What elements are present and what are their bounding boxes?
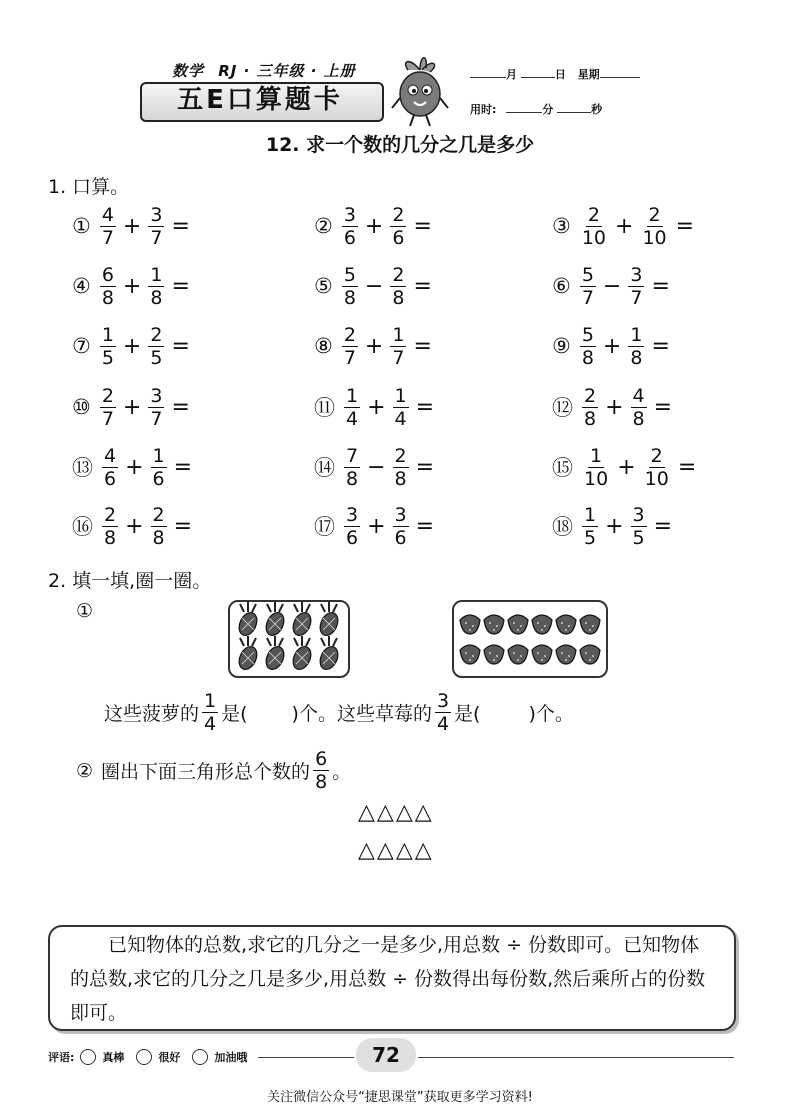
operator: + bbox=[122, 333, 142, 359]
pineapple-icon bbox=[290, 602, 315, 638]
equals-sign: = bbox=[653, 513, 673, 539]
operator: + bbox=[617, 454, 636, 480]
strawberry-icon bbox=[508, 615, 528, 634]
equals-sign: = bbox=[413, 333, 432, 359]
problem-item bbox=[314, 200, 436, 252]
problem-number: ⑧ bbox=[314, 334, 333, 358]
fraction: $\frac{3}{7}$ bbox=[150, 384, 163, 430]
strawberry-icon bbox=[580, 645, 600, 664]
fraction: $\frac{1}{8}$ bbox=[150, 263, 163, 309]
operator: + bbox=[602, 333, 622, 359]
fraction: $\frac{3}{6}$ bbox=[346, 503, 359, 549]
problem-number: ⑪ bbox=[314, 396, 335, 420]
fraction: $\frac{5}{8}$ bbox=[581, 323, 594, 369]
subject-label: 数学 bbox=[172, 62, 205, 80]
problem-item bbox=[72, 381, 194, 433]
footer-divider-right bbox=[418, 1057, 734, 1058]
section1-heading: 1. 口算。 bbox=[48, 176, 130, 198]
fraction: $\frac{2}{5}$ bbox=[150, 323, 163, 369]
evaluation: 评语: 真棒 很好 加油哦 bbox=[48, 1051, 248, 1064]
fraction: $\frac{2}{8}$ bbox=[152, 503, 165, 549]
fraction: $\frac{7}{8}$ bbox=[346, 444, 359, 490]
radish-mascot-icon bbox=[388, 52, 452, 128]
minute-blank[interactable] bbox=[506, 111, 542, 113]
pineapple-icon bbox=[317, 602, 342, 638]
fraction: $\frac{1}{4}$ bbox=[204, 690, 217, 735]
triangle-row-1[interactable]: △△△△ bbox=[358, 800, 434, 825]
equals-sign: = bbox=[413, 273, 432, 299]
problem-number: ① bbox=[72, 214, 91, 238]
problem-number: ④ bbox=[72, 274, 91, 298]
equals-sign: = bbox=[173, 454, 193, 480]
problem-number: ⑱ bbox=[552, 515, 573, 539]
fraction: $\frac{1}{4}$ bbox=[346, 384, 359, 430]
strawberry-group bbox=[454, 602, 606, 676]
pineapple-icon bbox=[317, 636, 342, 672]
time-fields: 用时: 分 秒 bbox=[470, 103, 603, 116]
fraction: $\frac{1}{5}$ bbox=[101, 323, 114, 369]
equals-sign: = bbox=[171, 213, 190, 239]
fraction: $\frac{4}{7}$ bbox=[101, 203, 114, 249]
book-label: RJ · 三年级 · 上册 bbox=[218, 62, 356, 80]
equals-sign: = bbox=[651, 333, 670, 359]
equals-sign: = bbox=[415, 513, 435, 539]
operator: + bbox=[122, 394, 142, 420]
tip-text: 已知物体的总数,求它的几分之一是多少,用总数 ÷ 份数即可。已知物体的总数,求它的几分之几是多少,用总数 ÷ 份数得出每份数,然后乘所占的份数即可。 bbox=[70, 934, 706, 1024]
strawberry-icon bbox=[556, 645, 576, 664]
problem-number: ⑩ bbox=[72, 395, 91, 419]
weekday-blank[interactable] bbox=[600, 76, 640, 78]
operator: + bbox=[122, 213, 142, 239]
problem-item bbox=[552, 320, 674, 372]
fraction: $\frac{2}{7}$ bbox=[101, 384, 114, 430]
fraction: $\frac{2}{10}$ bbox=[581, 203, 607, 249]
operator: − bbox=[364, 273, 384, 299]
problem-item bbox=[552, 500, 676, 552]
fraction: $\frac{3}{7}$ bbox=[150, 203, 163, 249]
equals-sign: = bbox=[651, 273, 670, 299]
equals-sign: = bbox=[653, 394, 673, 420]
problem-number: ⑰ bbox=[314, 515, 335, 539]
equals-sign: = bbox=[173, 513, 193, 539]
operator: − bbox=[602, 273, 622, 299]
operator: + bbox=[605, 513, 624, 539]
fraction: $\frac{1}{6}$ bbox=[152, 444, 165, 490]
fraction: $\frac{6}{8}$ bbox=[315, 748, 328, 793]
strawberry-icon bbox=[508, 645, 528, 664]
strawberry-icon bbox=[484, 645, 504, 664]
strawberry-icon bbox=[556, 615, 576, 634]
pineapple-icon bbox=[236, 602, 261, 638]
operator: − bbox=[367, 454, 386, 480]
pineapple-icon bbox=[263, 636, 288, 672]
strawberry-icon bbox=[460, 645, 480, 664]
operator: + bbox=[125, 454, 144, 480]
problem-number: ⑭ bbox=[314, 456, 335, 480]
fraction: $\frac{1}{7}$ bbox=[392, 323, 405, 369]
second-blank[interactable] bbox=[557, 111, 591, 113]
fraction: $\frac{4}{6}$ bbox=[104, 444, 117, 490]
operator: + bbox=[122, 273, 142, 299]
equals-sign: = bbox=[675, 213, 695, 239]
fraction: $\frac{2}{7}$ bbox=[343, 323, 356, 369]
problem-item bbox=[552, 441, 700, 493]
fraction: $\frac{3}{6}$ bbox=[343, 203, 356, 249]
equals-sign: = bbox=[415, 454, 435, 480]
fraction: $\frac{2}{8}$ bbox=[394, 444, 407, 490]
problem-item bbox=[552, 260, 674, 312]
smile-face-icon[interactable] bbox=[136, 1049, 152, 1065]
lesson-title: 12. 求一个数的几分之几是多少 bbox=[265, 134, 535, 156]
problem-item bbox=[314, 320, 436, 372]
fraction: $\frac{2}{6}$ bbox=[392, 203, 405, 249]
problem-number: ⑮ bbox=[552, 456, 573, 480]
grin-face-icon[interactable] bbox=[80, 1049, 96, 1065]
pineapple-icon bbox=[263, 602, 288, 638]
q2-sentence: ② 圈出下面三角形总个数的 $\frac{6}{8}$ 。 bbox=[76, 748, 352, 793]
fraction: $\frac{1}{5}$ bbox=[584, 503, 597, 549]
banner-title: 五E口算题卡 bbox=[177, 85, 343, 115]
fraction: $\frac{1}{10}$ bbox=[584, 444, 609, 490]
strawberry-icon bbox=[580, 615, 600, 634]
problem-item bbox=[72, 500, 196, 552]
strawberry-box bbox=[452, 600, 608, 678]
month-blank[interactable] bbox=[470, 76, 506, 78]
pineapple-icon bbox=[290, 636, 315, 672]
problem-number: ⑤ bbox=[314, 274, 333, 298]
fraction: $\frac{5}{8}$ bbox=[343, 263, 356, 309]
operator: + bbox=[364, 333, 384, 359]
problem-number: ⑬ bbox=[72, 456, 93, 480]
equals-sign: = bbox=[171, 333, 190, 359]
problem-number: ⑥ bbox=[552, 274, 571, 298]
problem-number: ⑦ bbox=[72, 334, 91, 358]
problem-number: ② bbox=[314, 214, 333, 238]
problem-item bbox=[72, 441, 196, 493]
operator: + bbox=[605, 394, 624, 420]
fraction: $\frac{1}{4}$ bbox=[394, 384, 407, 430]
book-info bbox=[172, 60, 356, 81]
problem-number: ⑫ bbox=[552, 396, 573, 420]
pineapple-group bbox=[230, 602, 348, 676]
pineapple-icon bbox=[236, 636, 261, 672]
section2-heading: 2. 填一填,圈一圈。 bbox=[48, 570, 212, 592]
equals-sign: = bbox=[413, 213, 432, 239]
wechat-notice: 关注微信公众号“捷思课堂”获取更多学习资料! bbox=[267, 1090, 533, 1105]
operator: + bbox=[364, 213, 384, 239]
strawberry-icon bbox=[532, 645, 552, 664]
fraction: $\frac{5}{7}$ bbox=[581, 263, 594, 309]
q1-sentence: 这些菠萝的 $\frac{1}{4}$ 是( )个。这些草莓的 $\frac{3}{4}$ 是( )个。 bbox=[104, 690, 574, 735]
fraction: $\frac{3}{7}$ bbox=[630, 263, 643, 309]
operator: + bbox=[367, 513, 386, 539]
problem-item bbox=[314, 500, 438, 552]
fraction: $\frac{2}{8}$ bbox=[104, 503, 117, 549]
fraction: $\frac{2}{8}$ bbox=[584, 384, 597, 430]
operator: + bbox=[125, 513, 144, 539]
fraction: $\frac{2}{8}$ bbox=[392, 263, 405, 309]
problem-item bbox=[72, 200, 194, 252]
problem-item bbox=[314, 260, 436, 312]
strawberry-icon bbox=[532, 615, 552, 634]
q1-number: ① bbox=[76, 600, 94, 622]
strawberry-icon bbox=[484, 615, 504, 634]
fraction: $\frac{2}{10}$ bbox=[644, 444, 669, 490]
fraction: $\frac{6}{8}$ bbox=[101, 263, 114, 309]
problem-number: ⑯ bbox=[72, 515, 93, 539]
equals-sign: = bbox=[415, 394, 435, 420]
fraction: $\frac{3}{5}$ bbox=[632, 503, 645, 549]
problem-item bbox=[72, 260, 194, 312]
problem-item bbox=[314, 441, 438, 493]
day-blank[interactable] bbox=[521, 76, 555, 78]
operator: + bbox=[367, 394, 386, 420]
problem-item bbox=[72, 320, 194, 372]
fraction: $\frac{1}{8}$ bbox=[630, 323, 643, 369]
date-fields: 月 日 星期 bbox=[470, 66, 640, 82]
pineapple-box bbox=[228, 600, 350, 678]
strawberry-icon bbox=[460, 615, 480, 634]
fraction: $\frac{2}{10}$ bbox=[642, 203, 667, 249]
problem-item bbox=[552, 200, 698, 252]
equals-sign: = bbox=[171, 273, 190, 299]
operator: + bbox=[615, 213, 634, 239]
problem-number: ③ bbox=[552, 214, 571, 238]
problem-item bbox=[552, 381, 676, 433]
cheer-face-icon[interactable] bbox=[192, 1049, 208, 1065]
fraction: $\frac{4}{8}$ bbox=[632, 384, 645, 430]
page-number: 72 bbox=[356, 1038, 416, 1072]
equals-sign: = bbox=[677, 454, 697, 480]
equals-sign: = bbox=[171, 394, 190, 420]
problem-item bbox=[314, 381, 438, 433]
footer-divider-left bbox=[258, 1057, 354, 1058]
fraction: $\frac{3}{4}$ bbox=[436, 690, 450, 735]
fraction: $\frac{3}{6}$ bbox=[394, 503, 407, 549]
triangle-row-2[interactable]: △△△△ bbox=[358, 838, 434, 863]
problem-number: ⑨ bbox=[552, 334, 571, 358]
